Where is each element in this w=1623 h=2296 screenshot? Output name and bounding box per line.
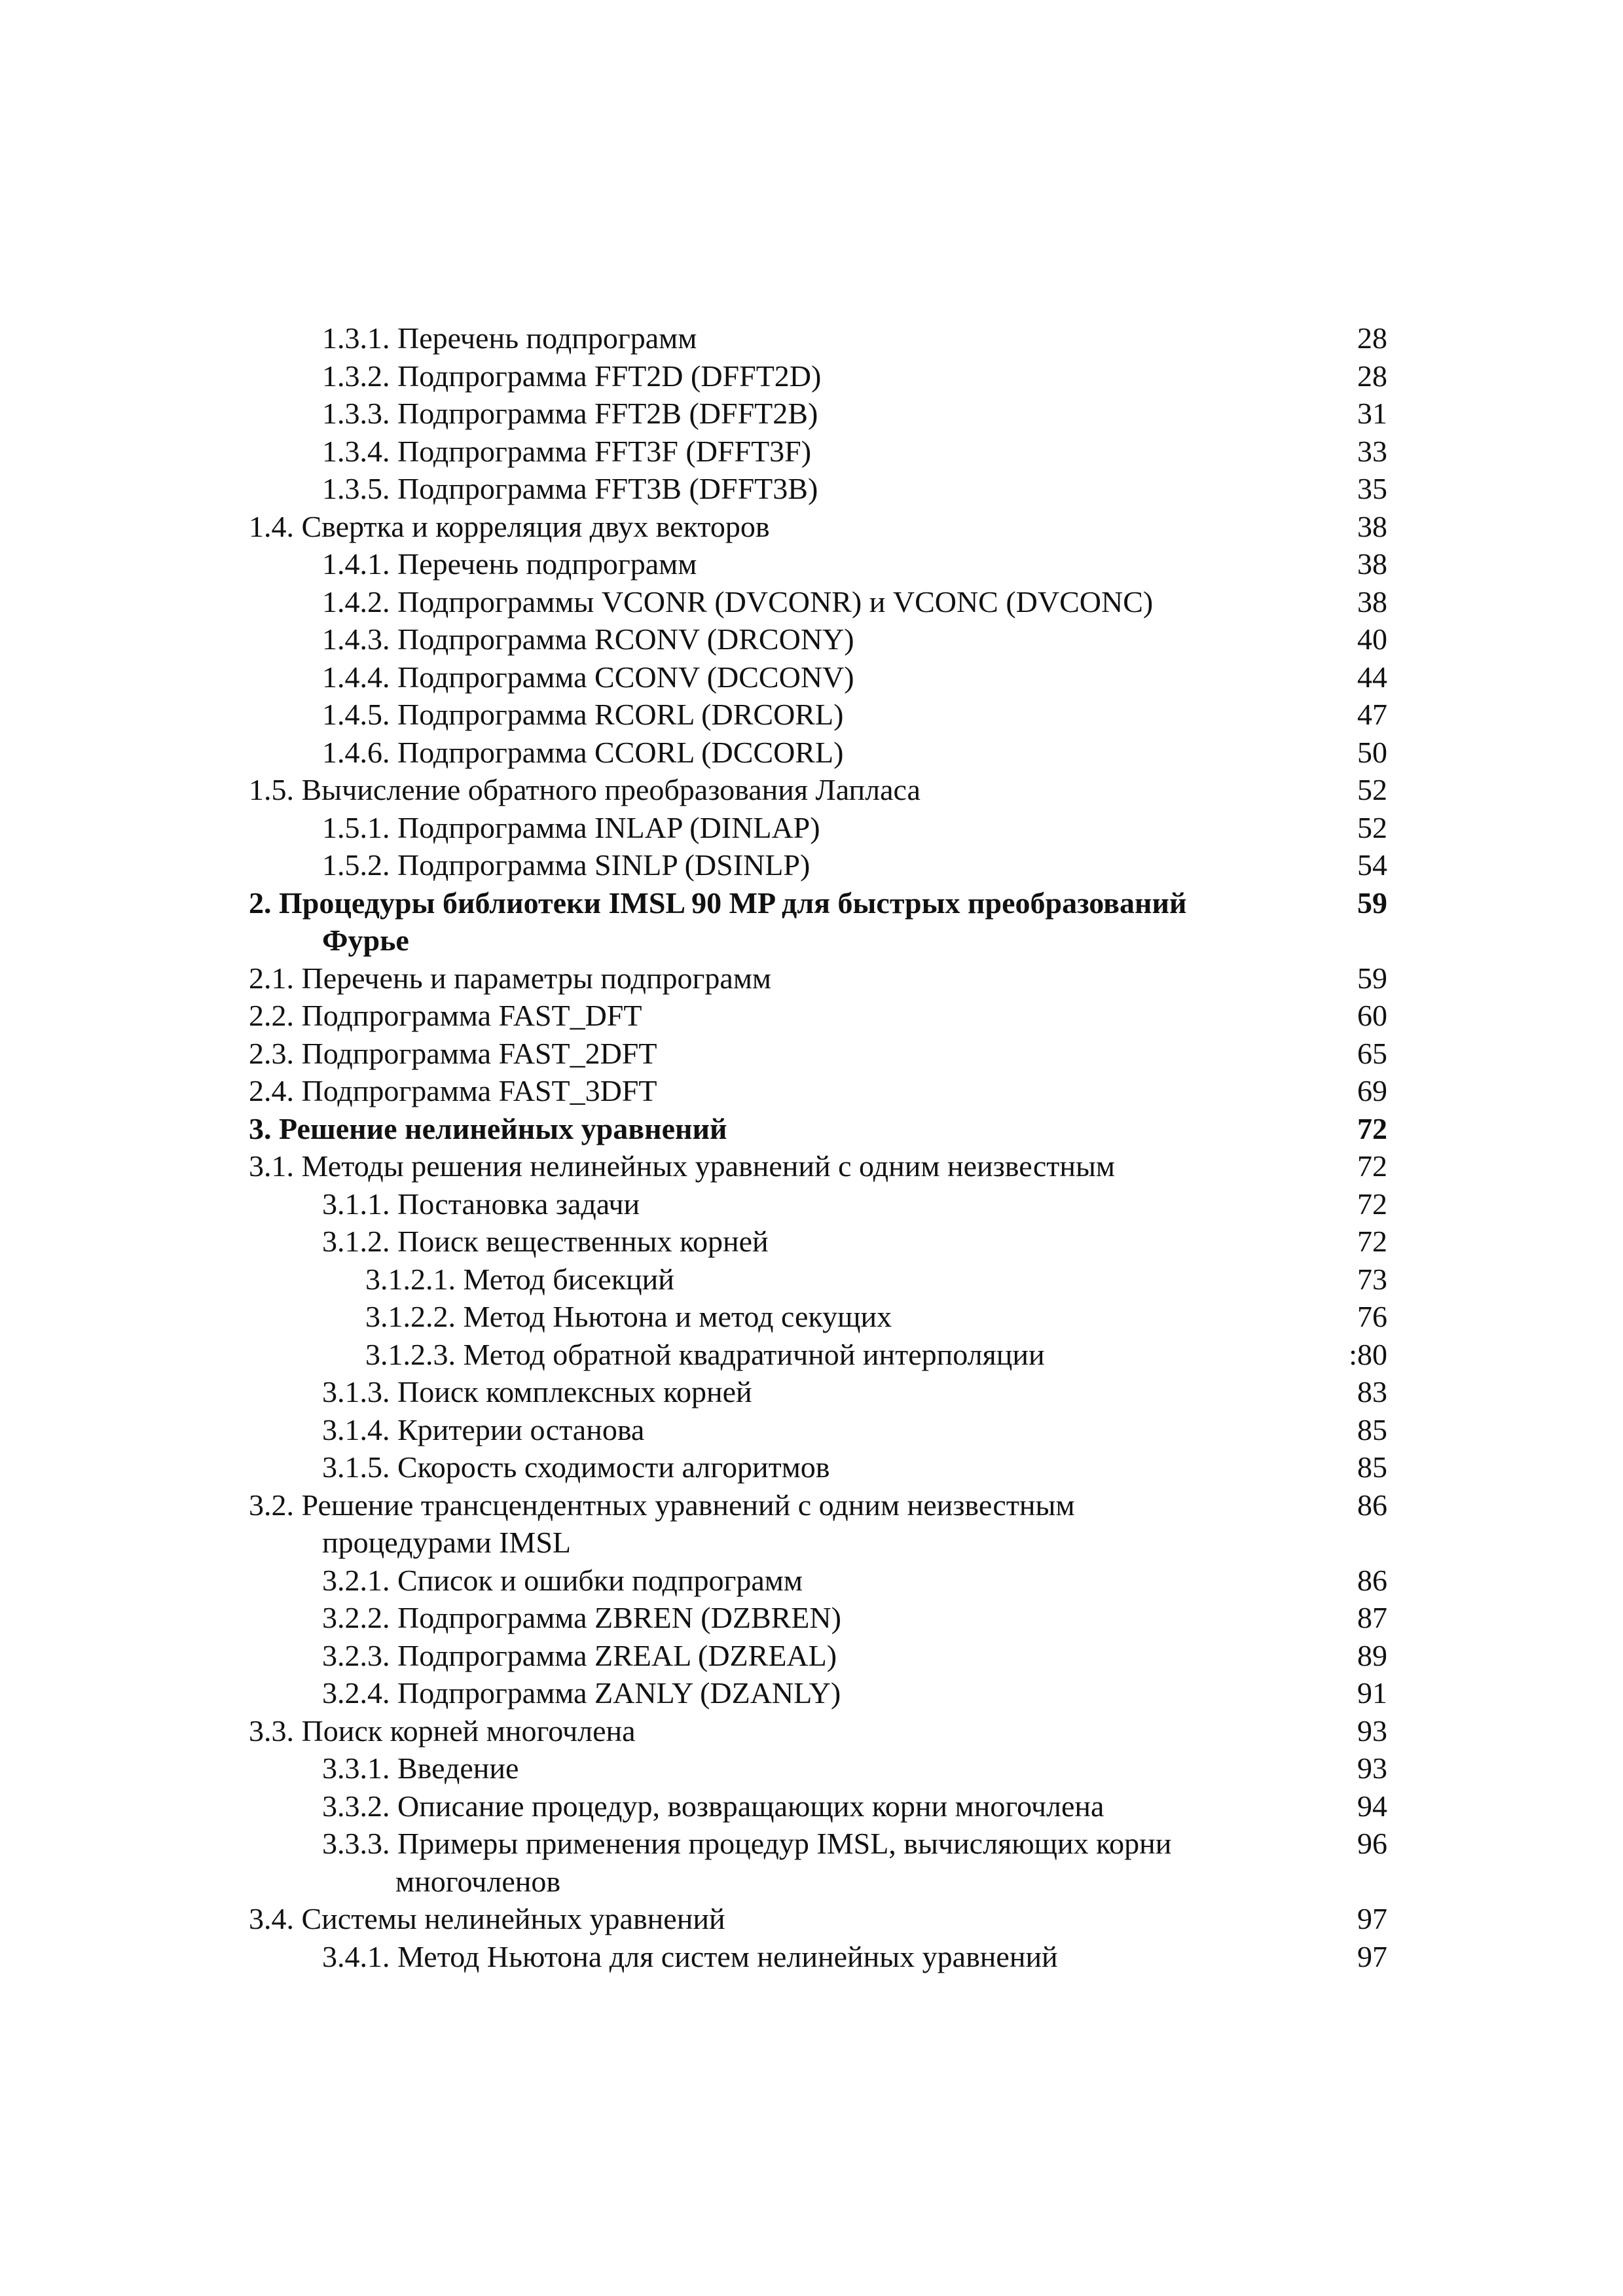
toc-entry-title: 3.2.4. Подпрограмма ZANLY (DZANLY) bbox=[322, 1676, 841, 1710]
toc-entry-page-number: 52 bbox=[1357, 810, 1387, 844]
toc-entry-page-number: 38 bbox=[1357, 547, 1387, 581]
toc-entry-title: 3.1.4. Критерии останова bbox=[322, 1412, 645, 1446]
toc-entry bbox=[249, 1900, 1401, 1938]
toc-entry-title: 3.1. Методы решения нелинейных уравнений с одним неизвестным bbox=[249, 1149, 1115, 1183]
toc-entry bbox=[249, 1637, 1401, 1675]
toc-entry-page-number: 76 bbox=[1357, 1300, 1387, 1333]
toc-entry bbox=[249, 997, 1401, 1035]
toc-entry-page-number: 72 bbox=[1357, 1149, 1387, 1183]
toc-entry-page-number: 96 bbox=[1357, 1827, 1387, 1860]
toc-entry-title: 1.4.2. Подпрограммы VCONR (DVCONR) и VCONC (DVCONC) bbox=[322, 584, 1154, 619]
toc-entry-page-number: 93 bbox=[1357, 1751, 1387, 1785]
toc-entry-title: 3.3.3. Примеры применения процедур IMSL, вычисляющих корни bbox=[322, 1827, 1172, 1860]
toc-entry-title: 1.4. Свертка и корреляция двух векторов bbox=[249, 509, 770, 543]
toc-entry-page-number: 40 bbox=[1357, 622, 1387, 656]
toc-entry-title: 3.2.1. Список и ошибки подпрограмм bbox=[322, 1563, 803, 1597]
toc-entry-title: 3.4.1. Метод Ньютона для систем нелинейных уравнений bbox=[322, 1939, 1058, 1973]
toc-entry-page-number: 59 bbox=[1357, 961, 1387, 995]
toc-entry-title: 3.1.5. Скорость сходимости алгоритмов bbox=[322, 1450, 830, 1484]
toc-entry-page-number: :80 bbox=[1349, 1337, 1387, 1371]
toc-entry-title: 1.4.6. Подпрограмма CCORL (DCCORL) bbox=[322, 735, 844, 769]
toc-entry-page-number: 31 bbox=[1357, 397, 1387, 430]
toc-entry-page-number: 72 bbox=[1357, 1111, 1387, 1145]
toc-entry-title: 3.1.2.1. Метод бисекций bbox=[365, 1262, 674, 1296]
toc-entry-page-number: 28 bbox=[1357, 359, 1387, 393]
toc-entry bbox=[249, 658, 1401, 696]
toc-entry-page-number: 44 bbox=[1357, 660, 1387, 694]
toc-entry bbox=[249, 960, 1401, 997]
toc-entry-page-number: 85 bbox=[1357, 1412, 1387, 1446]
toc-entry-title: 1.3.5. Подпрограмма FFT3B (DFFT3B) bbox=[322, 472, 818, 505]
toc-entry bbox=[249, 809, 1401, 847]
toc-entry-title: 3.1.2. Поиск вещественных корней bbox=[322, 1225, 769, 1258]
toc-entry bbox=[249, 620, 1401, 658]
toc-entry bbox=[249, 470, 1401, 508]
toc-entry bbox=[249, 433, 1401, 471]
toc-entry bbox=[249, 583, 1401, 621]
toc-entry bbox=[249, 1223, 1401, 1261]
toc-entry bbox=[249, 1787, 1401, 1825]
toc-entry-title: 2. Процедуры библиотеки IMSL 90 MP для быстрых преобразований bbox=[249, 886, 1187, 920]
toc-entry bbox=[249, 1185, 1401, 1223]
toc-entry bbox=[249, 696, 1401, 734]
toc-entry-title: 1.3.3. Подпрограмма FFT2B (DFFT2B) bbox=[322, 397, 818, 430]
toc-entry-page-number: 59 bbox=[1357, 886, 1387, 920]
toc-entry-page-number: 89 bbox=[1357, 1638, 1387, 1672]
toc-entry-page-number: 69 bbox=[1357, 1074, 1387, 1107]
toc-entry bbox=[249, 1336, 1401, 1374]
toc-entry-page-number: 47 bbox=[1357, 698, 1387, 731]
toc-entry-page-number: 72 bbox=[1357, 1187, 1387, 1221]
toc-entry-page-number: 85 bbox=[1357, 1450, 1387, 1484]
toc-entry-title-continuation: процедурами IMSL bbox=[322, 1526, 571, 1559]
toc-entry-page-number: 33 bbox=[1357, 434, 1387, 468]
toc-entry-page-number: 97 bbox=[1357, 1902, 1387, 1935]
toc-entry-title: 3.1.2.2. Метод Ньютона и метод секущих bbox=[365, 1300, 892, 1333]
toc-entry-page-number: 73 bbox=[1357, 1262, 1387, 1296]
toc-entry-title: 3.1.2.3. Метод обратной квадратичной интерполяции bbox=[365, 1337, 1045, 1371]
toc-entry-page-number: 60 bbox=[1357, 999, 1387, 1032]
toc-entry-page-number: 54 bbox=[1357, 848, 1387, 882]
toc-entry bbox=[249, 1749, 1401, 1787]
toc-entry-title: 1.3.4. Подпрограмма FFT3F (DFFT3F) bbox=[322, 434, 812, 468]
toc-entry-page-number: 93 bbox=[1357, 1713, 1387, 1748]
toc-entry-title: 3.2.3. Подпрограмма ZREAL (DZREAL) bbox=[322, 1638, 837, 1672]
toc-entry bbox=[249, 1373, 1401, 1411]
toc-entry-title: 3.3. Поиск корней многочлена bbox=[249, 1713, 636, 1748]
toc-entry-title: 1.4.3. Подпрограмма RCONV (DRCONY) bbox=[322, 622, 854, 656]
toc-entry bbox=[249, 1486, 1401, 1562]
toc-entry bbox=[249, 1035, 1401, 1073]
toc-entry-page-number: 94 bbox=[1357, 1789, 1387, 1823]
toc-entry-title-continuation: многочленов bbox=[395, 1864, 561, 1898]
toc-entry-title: 1.3.2. Подпрограмма FFT2D (DFFT2D) bbox=[322, 359, 822, 393]
toc-entry bbox=[249, 357, 1401, 395]
toc-entry-page-number: 87 bbox=[1357, 1601, 1387, 1634]
toc-entry-page-number: 86 bbox=[1357, 1488, 1387, 1522]
toc-entry-title: 3.2. Решение трансцендентных уравнений с одним неизвестным bbox=[249, 1488, 1075, 1522]
toc-entry-page-number: 28 bbox=[1357, 321, 1387, 355]
toc-entry-title: 2.4. Подпрограмма FAST_3DFT bbox=[249, 1074, 657, 1107]
toc-entry bbox=[249, 1072, 1401, 1110]
toc-entry-title-continuation: Фурье bbox=[322, 924, 409, 957]
toc-entry-page-number: 38 bbox=[1357, 584, 1387, 619]
toc-entry-title: 3.3.2. Описание процедур, возвращающих корни многочлена bbox=[322, 1789, 1104, 1823]
toc-entry bbox=[249, 1110, 1401, 1148]
toc-entry bbox=[249, 884, 1401, 960]
toc-entry-page-number: 35 bbox=[1357, 472, 1387, 505]
toc-entry bbox=[249, 1938, 1401, 1976]
toc-entry bbox=[249, 1261, 1401, 1299]
toc-entry bbox=[249, 734, 1401, 772]
toc-entry bbox=[249, 1674, 1401, 1712]
toc-entry-page-number: 91 bbox=[1357, 1676, 1387, 1710]
toc-entry-title: 1.5.1. Подпрограмма INLAP (DINLAP) bbox=[322, 810, 820, 844]
toc-entry-page-number: 50 bbox=[1357, 735, 1387, 769]
toc-entry-title: 1.5.2. Подпрограмма SINLP (DSINLP) bbox=[322, 848, 811, 882]
toc-entry-page-number: 97 bbox=[1357, 1939, 1387, 1973]
toc-entry bbox=[249, 1411, 1401, 1449]
toc-entry-title: 1.3.1. Перечень подпрограмм bbox=[322, 321, 697, 355]
toc-entry-title: 1.5. Вычисление обратного преобразования Лапласа bbox=[249, 773, 921, 806]
toc-entry-title: 3.3.1. Введение bbox=[322, 1751, 519, 1785]
toc-entry-title: 1.4.1. Перечень подпрограмм bbox=[322, 547, 697, 581]
toc-entry-title: 2.3. Подпрограмма FAST_2DFT bbox=[249, 1036, 657, 1070]
toc-entry-title: 3.1.1. Постановка задачи bbox=[322, 1187, 640, 1221]
toc-entry bbox=[249, 545, 1401, 583]
toc-entry bbox=[249, 1599, 1401, 1637]
toc-entry-page-number: 72 bbox=[1357, 1225, 1387, 1258]
toc-entry bbox=[249, 1448, 1401, 1486]
toc-entry-title: 1.4.4. Подпрограмма CCONV (DCCONV) bbox=[322, 660, 854, 694]
toc-entry-title: 2.2. Подпрограмма FAST_DFT bbox=[249, 999, 642, 1032]
toc-entry bbox=[249, 508, 1401, 546]
toc-entry bbox=[249, 1147, 1401, 1185]
table-of-contents bbox=[249, 319, 1401, 1975]
toc-entry bbox=[249, 846, 1401, 884]
toc-entry-page-number: 52 bbox=[1357, 773, 1387, 806]
toc-entry-page-number: 86 bbox=[1357, 1563, 1387, 1597]
toc-entry-title: 3.2.2. Подпрограмма ZBREN (DZBREN) bbox=[322, 1601, 841, 1634]
toc-entry-title: 3.4. Системы нелинейных уравнений bbox=[249, 1902, 725, 1935]
toc-entry bbox=[249, 319, 1401, 357]
toc-entry bbox=[249, 1298, 1401, 1336]
toc-entry-title: 3.1.3. Поиск комплексных корней bbox=[322, 1375, 752, 1408]
toc-entry-page-number: 83 bbox=[1357, 1375, 1387, 1408]
toc-entry bbox=[249, 1712, 1401, 1750]
toc-entry-page-number: 38 bbox=[1357, 509, 1387, 543]
toc-entry-title: 1.4.5. Подпрограмма RCORL (DRCORL) bbox=[322, 698, 844, 731]
toc-entry-title: 2.1. Перечень и параметры подпрограмм bbox=[249, 961, 772, 995]
toc-entry bbox=[249, 771, 1401, 809]
toc-entry bbox=[249, 395, 1401, 433]
toc-entry bbox=[249, 1562, 1401, 1600]
toc-entry bbox=[249, 1825, 1401, 1900]
toc-entry-title: 3. Решение нелинейных уравнений bbox=[249, 1111, 727, 1145]
toc-entry-page-number: 65 bbox=[1357, 1036, 1387, 1070]
